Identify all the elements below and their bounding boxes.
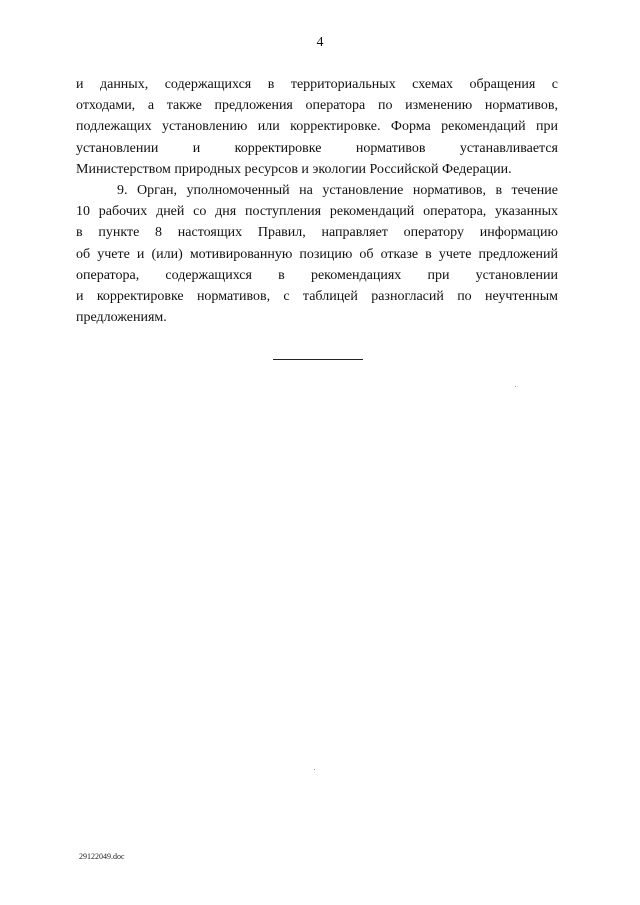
text-line: и корректировке нормативов, с таблицей разногласий по неучтенным xyxy=(76,288,558,304)
scan-speck xyxy=(515,386,516,387)
text-line: отходами, а также предложения оператора по изменению нормативов, xyxy=(76,98,558,114)
end-of-text-rule xyxy=(273,359,363,360)
text-line: об учете и (или) мотивированную позицию об отказе в учете предложений xyxy=(76,246,558,262)
body-text xyxy=(76,74,558,328)
paragraph-continuation xyxy=(76,74,558,180)
text-line: Министерством природных ресурсов и экологии Российской Федерации. xyxy=(76,161,512,177)
text-line: оператора, содержащихся в рекомендациях при установлении xyxy=(76,267,558,283)
page-number: 4 xyxy=(316,35,324,50)
text-line: предложениям. xyxy=(76,310,167,326)
text-line: и данных, содержащихся в территориальных схемах обращения с xyxy=(76,77,558,92)
text-line: подлежащих установлению или корректировке. Форма рекомендаций при xyxy=(76,119,558,135)
text-line: установлении и корректировке нормативов устанавливается xyxy=(76,140,558,156)
scan-speck xyxy=(314,769,315,770)
text-line: 10 рабочих дней со дня поступления рекомендаций оператора, указанных xyxy=(76,204,558,220)
document-id: 29122049.doc xyxy=(79,852,125,861)
paragraph-item-9 xyxy=(76,180,558,328)
text-line: 9. Орган, уполномоченный на установление нормативов, в течение xyxy=(117,182,558,198)
text-line: в пункте 8 настоящих Правил, направляет оператору информацию xyxy=(76,225,558,241)
